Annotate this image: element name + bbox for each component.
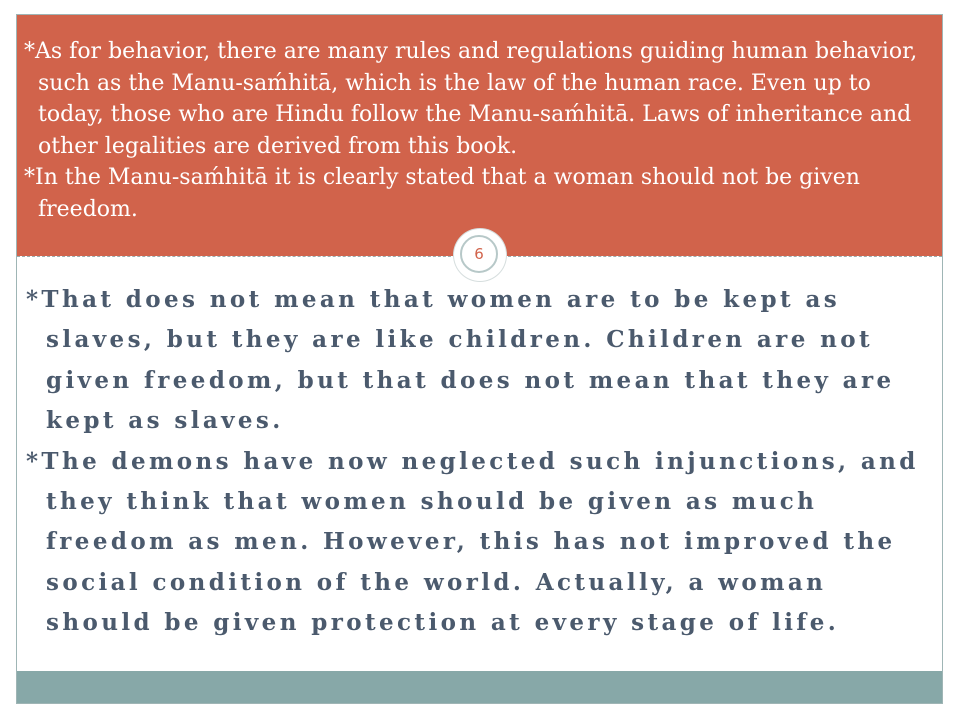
body-text-block	[26, 280, 931, 644]
footer-band	[17, 671, 942, 703]
slide-number-badge	[454, 229, 506, 281]
top-paragraph-1: *As for behavior, there are many rules and regulations guiding human behavior, such as the Manu-saḿhitā, which is the law of the human race. Even up to today, those who are Hindu follow the Manu-saḿhitā. Laws of inheritance and other legalities are derived from this book.	[24, 39, 918, 159]
body-paragraph-2: *The demons have now neglected such injunctions, and they think that women should be given as much freedom as men. However, this has not improved the social condition of the world. Actually, a woman should be given protection at every stage of life.	[26, 447, 919, 637]
slide-number: 6	[460, 235, 498, 273]
top-paragraph-2: *In the Manu-saḿhitā it is clearly stated that a woman should not be given freedom.	[24, 165, 860, 222]
top-text-block	[24, 36, 929, 225]
body-paragraph-1: *That does not mean that women are to be kept as slaves, but they are like children. Children are not given freedom, but that does not mean that they are kept as slaves.	[26, 286, 895, 435]
